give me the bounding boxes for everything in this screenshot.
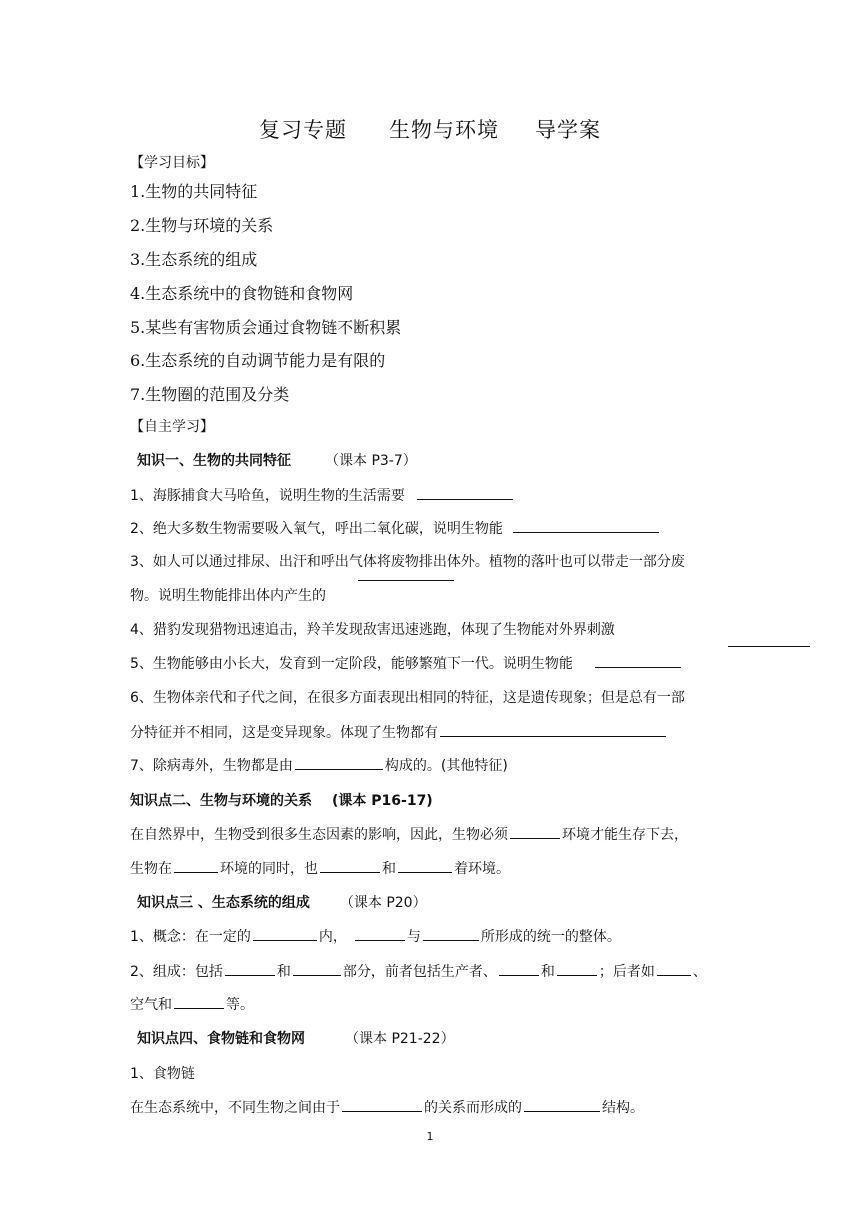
answer-blank[interactable] (253, 926, 317, 941)
objective-1: 1.生物的共同特征 (130, 182, 258, 201)
k3-line-3: 空气和 等。 (130, 994, 254, 1014)
self-study-header: 【自主学习】 (130, 419, 214, 435)
k1-question-5: 5、生物能够由小长大，发育到一定阶段，能够繁殖下一代。说明生物能 (130, 653, 683, 673)
objective-4: 4.生态系统中的食物链和食物网 (130, 284, 354, 303)
k4-heading: 知识点四、食物链和食物网 （课本 P21-22） (137, 1031, 455, 1047)
k1-question-1: 1、海豚捕食大马哈鱼，说明生物的生活需要 (130, 485, 515, 505)
objective-3: 3.生态系统的组成 (130, 250, 258, 269)
k4-line-1: 在生态系统中，不同生物之间由于 的关系而形成的 结构。 (130, 1097, 644, 1117)
objectives-header: 【学习目标】 (130, 155, 214, 171)
k2-heading: 知识点二、生物与环境的关系 (课本 P16-17) (130, 793, 433, 809)
k1-question-6a: 6、生物体亲代和子代之间，在很多方面表现出相同的特征，这是遗传现象；但是总有一部 (130, 690, 685, 706)
page-number: 1 (426, 1130, 434, 1143)
answer-blank[interactable] (728, 646, 810, 647)
k3-line-1: 1、概念：在一定的 内， 与 所形成的统一的整体。 (130, 926, 621, 946)
answer-blank[interactable] (557, 961, 597, 976)
answer-blank[interactable] (440, 722, 666, 737)
answer-blank[interactable] (423, 926, 479, 941)
k3-line-2: 2、组成：包括 和 部分，前者包括生产者、 和 ；后者如 、 (130, 961, 707, 981)
answer-blank[interactable] (417, 485, 513, 500)
answer-blank[interactable] (293, 961, 341, 976)
answer-blank[interactable] (225, 961, 275, 976)
answer-blank[interactable] (657, 961, 691, 976)
objective-2: 2.生物与环境的关系 (130, 216, 274, 235)
k1-heading: 知识一、生物的共同特征 （课本 P3-7） (137, 453, 417, 469)
page-title: 复习专题 生物与环境 导学案 (259, 118, 601, 142)
k1-question-3b: 物。说明生物能排出体内产生的 (130, 588, 326, 604)
k1-question-6b: 分特征并不相同，这是变异现象。体现了生物都有 (130, 722, 668, 742)
k3-heading: 知识点三 、生态系统的组成 （课本 P20） (137, 895, 427, 911)
answer-blank[interactable] (510, 824, 560, 839)
objective-7: 7.生物圈的范围及分类 (130, 385, 290, 404)
k2-line-2: 生物在 环境的同时，也 和 着环境。 (130, 858, 510, 878)
k1-question-7: 7、除病毒外，生物都是由 构成的。(其他特征) (130, 755, 508, 775)
answer-blank[interactable] (355, 926, 405, 941)
answer-blank[interactable] (513, 518, 659, 533)
k1-question-4: 4、猎豹发现猎物迅速追击，羚羊发现敌害迅速逃跑，体现了生物能对外界刺激 (130, 622, 615, 638)
objective-6: 6.生态系统的自动调节能力是有限的 (130, 351, 386, 370)
answer-blank[interactable] (295, 755, 383, 770)
k4-subheading: 1、食物链 (130, 1066, 195, 1082)
answer-blank[interactable] (358, 580, 454, 581)
answer-blank[interactable] (524, 1097, 600, 1112)
answer-blank[interactable] (398, 858, 452, 873)
answer-blank[interactable] (174, 858, 218, 873)
answer-blank[interactable] (174, 994, 224, 1009)
k2-line-1: 在自然界中，生物受到很多生态因素的影响，因此，生物必须 环境才能生存下去， (130, 824, 688, 844)
k1-question-2: 2、绝大多数生物需要吸入氧气，呼出二氧化碳，说明生物能 (130, 518, 661, 538)
answer-blank[interactable] (499, 961, 539, 976)
answer-blank[interactable] (342, 1097, 422, 1112)
k1-question-3a: 3、如人可以通过排尿、出汗和呼出气体将废物排出体外。植物的落叶也可以带走一部分废 (130, 554, 685, 570)
answer-blank[interactable] (320, 858, 380, 873)
answer-blank[interactable] (595, 653, 681, 668)
objective-5: 5.某些有害物质会通过食物链不断积累 (130, 318, 402, 337)
